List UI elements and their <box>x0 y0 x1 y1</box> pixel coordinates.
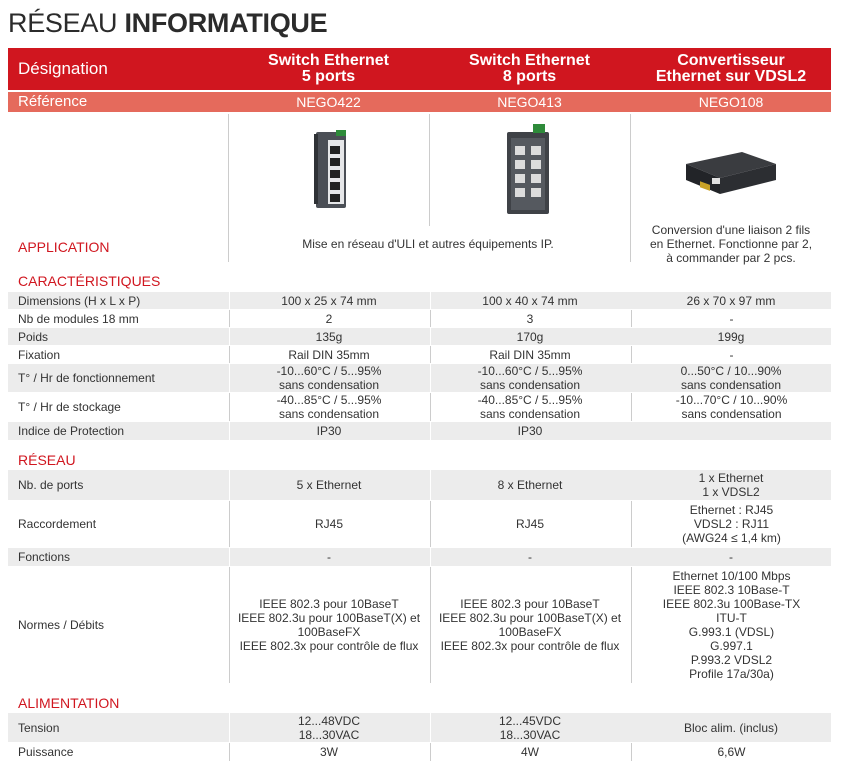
row-label: Poids <box>18 329 49 344</box>
product-name-3: Convertisseur Ethernet sur VDSL2 <box>655 52 807 85</box>
row-value: 12...45VDC 18...30VAC <box>430 713 629 742</box>
row-value: 135g <box>229 328 428 345</box>
row-value: - <box>229 548 428 566</box>
row-value: 100 x 25 x 74 mm <box>229 292 428 309</box>
row-value: - <box>430 548 629 566</box>
row-value: Ethernet 10/100 Mbps IEEE 802.3 10Base-T IEEE 802.3u 100Base-TX ITU-T G.993.1 (VDSL) G.997.1 P.993.2 VDSL2 Profile 17a/30a) <box>631 567 831 683</box>
row-value: - <box>729 550 733 564</box>
row-value: 170g <box>430 328 629 345</box>
row-value: 26 x 70 x 97 mm <box>686 293 776 308</box>
table-row <box>8 567 831 683</box>
row-value: -40...85°C / 5...95% sans condensation <box>229 393 428 421</box>
row-value: 8 x Ethernet <box>430 470 629 500</box>
row-value: -10...60°C / 5...95% sans condensation <box>430 364 629 392</box>
table-row <box>8 470 831 500</box>
row-label: Nb. de ports <box>18 478 84 492</box>
reference-value-1: NEGO422 <box>296 94 361 110</box>
row-value: 0...50°C / 10...90% sans condensation <box>680 364 782 392</box>
row-value: IEEE 802.3 pour 10BaseT IEEE 802.3u pour 100BaseT(X) et 100BaseFX IEEE 802.3x pour contrôle de flux <box>430 567 629 683</box>
row-value: -40...85°C / 5...95% sans condensation <box>430 393 629 421</box>
row-value: - <box>631 310 831 327</box>
product-name-1: Switch Ethernet 5 ports <box>268 52 389 85</box>
row-value: 2 <box>229 310 428 327</box>
row-value: 6,6W <box>631 743 831 761</box>
network-heading: RÉSEAU <box>18 452 76 468</box>
power-heading: ALIMENTATION <box>18 695 120 711</box>
table-row <box>8 743 831 761</box>
row-value: Rail DIN 35mm <box>430 346 629 363</box>
table-row <box>8 713 831 742</box>
row-value: RJ45 <box>430 501 629 547</box>
application-label: APPLICATION <box>18 239 110 255</box>
row-value: -10...60°C / 5...95% sans condensation <box>229 364 428 392</box>
table-row <box>8 364 831 392</box>
product-image-3 <box>680 144 780 205</box>
table-row <box>8 393 831 421</box>
column-divider <box>429 114 430 226</box>
row-value: 3W <box>229 743 428 761</box>
row-label: Indice de Protection <box>18 424 125 438</box>
row-value: Ethernet : RJ45 VDSL2 : RJ11 (AWG24 ≤ 1,4 km) <box>631 501 831 547</box>
row-value: IEEE 802.3 pour 10BaseT IEEE 802.3u pour 100BaseT(X) et 100BaseFX IEEE 802.3x pour contrôle de flux <box>229 567 428 683</box>
row-value: 4W <box>430 743 629 761</box>
row-value: 100 x 40 x 74 mm <box>430 292 629 309</box>
row-label: Normes / Débits <box>18 618 105 632</box>
product-image-2 <box>505 124 551 221</box>
row-value: 12...48VDC 18...30VAC <box>229 713 428 742</box>
page-title <box>8 8 327 39</box>
table-header <box>8 48 831 90</box>
table-row <box>8 310 831 327</box>
reference-label: Référence <box>18 93 88 110</box>
designation-label: Désignation <box>18 59 108 78</box>
row-value: -10...70°C / 10...90% sans condensation <box>631 393 831 421</box>
row-value: 1 x Ethernet 1 x VDSL2 <box>698 471 764 499</box>
table-row <box>8 501 831 547</box>
product-name-2: Switch Ethernet 8 ports <box>469 52 590 85</box>
row-value: RJ45 <box>229 501 428 547</box>
row-label: T° / Hr de fonctionnement <box>18 371 155 385</box>
row-value: 199g <box>717 329 745 344</box>
row-value: 5 x Ethernet <box>229 470 428 500</box>
row-label: Dimensions (H x L x P) <box>18 293 141 308</box>
row-value: - <box>631 346 831 363</box>
table-row <box>8 548 831 566</box>
table-row <box>8 422 831 440</box>
row-value: Rail DIN 35mm <box>229 346 428 363</box>
row-label: Fixation <box>18 347 61 362</box>
row-label: Tension <box>18 720 60 735</box>
page-title-light: RÉSEAU <box>8 8 125 38</box>
product-image-1 <box>314 130 350 215</box>
row-label: Nb de modules 18 mm <box>18 311 139 326</box>
table-row <box>8 292 831 309</box>
reference-row <box>8 92 831 112</box>
characteristics-heading: CARACTÉRISTIQUES <box>18 273 161 289</box>
application-col3-text: Conversion d'une liaison 2 fils en Ethernet. Fonctionne par 2, à commander par 2 pcs. <box>649 223 813 265</box>
table-row <box>8 328 831 345</box>
page-title-bold: INFORMATIQUE <box>124 8 328 38</box>
row-value: 3 <box>430 310 629 327</box>
application-shared-text: Mise en réseau d'ULI et autres équipements IP. <box>302 237 554 251</box>
row-value: IP30 <box>229 422 428 440</box>
row-label: Raccordement <box>18 517 97 531</box>
row-value: IP30 <box>430 422 629 440</box>
reference-value-3: NEGO108 <box>698 94 764 110</box>
row-value: Bloc alim. (inclus) <box>683 720 779 735</box>
row-label: T° / Hr de stockage <box>18 400 121 414</box>
row-label: Fonctions <box>18 550 71 564</box>
reference-value-2: NEGO413 <box>497 94 562 110</box>
row-value <box>631 422 831 440</box>
table-row <box>8 346 831 363</box>
row-label: Puissance <box>18 745 74 759</box>
